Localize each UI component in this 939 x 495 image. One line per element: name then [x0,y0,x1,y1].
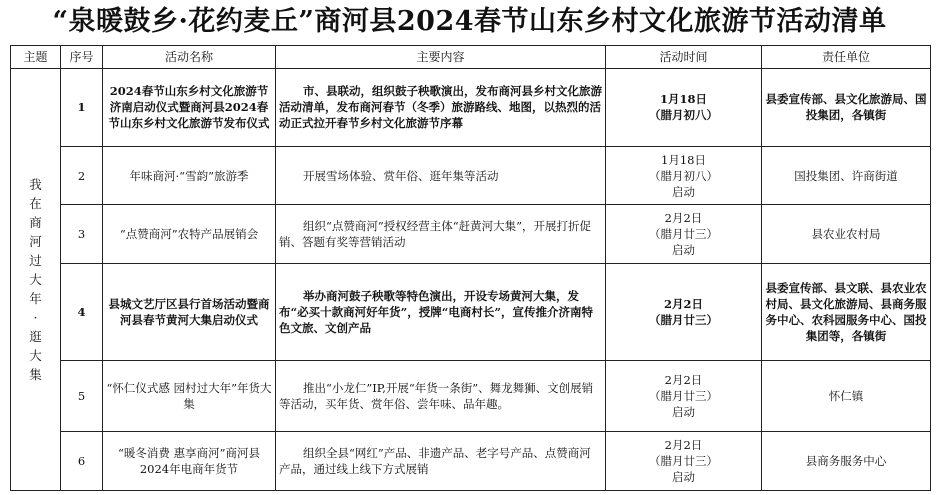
table-row [11,146,931,205]
row-time: 2月2日 （腊月廿三） 启动 [606,205,762,264]
row-name: 县城文艺厅区县行首场活动暨商河县春节黄河大集启动仪式 [103,264,276,361]
table-row [11,205,931,264]
header-theme: 主题 [11,46,61,69]
row-unit: 县委宣传部、县文联、县农业农村局、县文化旅游局、县商务服务中心、农科园服务中心、国投集团等，各镇街 [762,264,931,361]
row-name: “暖冬消费 惠享商河”商河县2024年电商年货节 [103,432,276,491]
row-unit: 怀仁镇 [762,360,931,431]
row-content: 市、县联动，组织鼓子秧歌演出，发布商河县乡村文化旅游活动清单，发布商河春节（冬季）旅游路线、地图，以热烈的活动正式拉开春节乡村文化旅游节序幕 [276,69,606,147]
row-no: 5 [61,360,103,431]
activity-table [10,45,931,491]
row-time: 1月18日 （腊月初八） 启动 [606,146,762,205]
table-header-row [11,46,931,69]
header-name: 活动名称 [103,46,276,69]
row-unit: 县商务服务中心 [762,432,931,491]
row-content: 组织全县“网红”产品、非遗产品、老字号产品、点赞商河产品，通过线上线下方式展销 [276,432,606,491]
row-no: 4 [61,264,103,361]
table-row [11,360,931,431]
header-no: 序号 [61,46,103,69]
row-no: 3 [61,205,103,264]
header-unit: 责任单位 [762,46,931,69]
row-content: 推出“小龙仁”IP,开展“年货一条街”、舞龙舞狮、文创展销等活动，买年货、赏年俗、尝年味、品年趣。 [276,360,606,431]
row-name: “怀仁仪式感 园村过大年”年货大集 [103,360,276,431]
row-unit: 县委宣传部、县文化旅游局、国投集团，各镇街 [762,69,931,147]
row-content: 组织“点赞商河”授权经营主体“赶黄河大集”，开展打折促销、答题有奖等营销活动 [276,205,606,264]
table-row [11,432,931,491]
row-unit: 国投集团、许商街道 [762,146,931,205]
table-row [11,69,931,147]
header-time: 活动时间 [606,46,762,69]
row-name: 年味商河·“雪韵”旅游季 [103,146,276,205]
row-time: 1月18日 （腊月初八） [606,69,762,147]
row-time: 2月2日 （腊月廿三） [606,264,762,361]
header-content: 主要内容 [276,46,606,69]
row-content: 开展雪场体验、赏年俗、逛年集等活动 [276,146,606,205]
row-time: 2月2日 （腊月廿三） 启动 [606,360,762,431]
row-no: 1 [61,69,103,147]
row-name: “点赞商河”农特产品展销会 [103,205,276,264]
table-row [11,264,931,361]
theme-cell: 我在商河过大年·逛大集 [11,69,61,491]
row-no: 6 [61,432,103,491]
row-time: 2月2日 （腊月廿三） 启动 [606,432,762,491]
row-content: 举办商河鼓子秧歌等特色演出，开设专场黄河大集，发布“必买十款商河好年货”，授牌“电商村长”，宣传推介济南特色文旅、文创产品 [276,264,606,361]
row-name: 2024春节山东乡村文化旅游节济南启动仪式暨商河县2024春节山东乡村文化旅游节发布仪式 [103,69,276,147]
row-unit: 县农业农村局 [762,205,931,264]
page-title: “泉暖鼓乡·花约麦丘”商河县2024春节山东乡村文化旅游节活动清单 [52,6,887,37]
row-no: 2 [61,146,103,205]
